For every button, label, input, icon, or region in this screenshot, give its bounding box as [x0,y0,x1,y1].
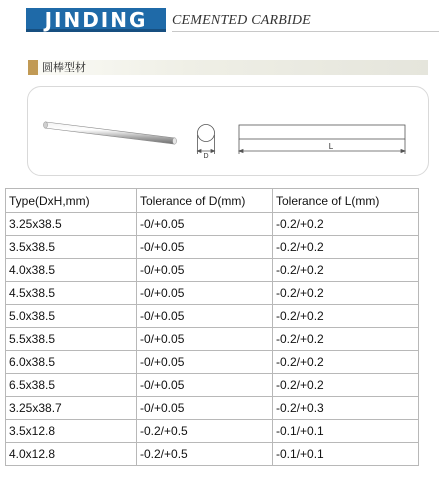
brand-subtitle: CEMENTED CARBIDE [172,13,311,28]
cell-tolerance-l: -0.1/+0.1 [273,443,419,466]
table-row [6,397,419,420]
cell-type: 4.5x38.5 [6,282,137,305]
side-view [239,125,405,154]
page-header [0,0,439,44]
table-row [6,351,419,374]
cell-tolerance-d: -0/+0.05 [137,305,273,328]
cell-type: 5.0x38.5 [6,305,137,328]
cell-tolerance-d: -0.2/+0.5 [137,420,273,443]
table-row [6,328,419,351]
cell-tolerance-d: -0/+0.05 [137,374,273,397]
table-row [6,420,419,443]
table-row [6,305,419,328]
cell-type: 4.0x38.5 [6,259,137,282]
section-header [28,60,428,75]
column-header-type: Type(DxH,mm) [6,189,137,213]
column-header-tolerance-d: Tolerance of D(mm) [137,189,273,213]
cell-tolerance-l: -0.2/+0.2 [273,305,419,328]
table-row [6,213,419,236]
table-row [6,236,419,259]
cell-tolerance-d: -0/+0.05 [137,236,273,259]
brand-logo: JINDING [26,8,166,32]
cell-type: 6.5x38.5 [6,374,137,397]
header-divider [172,31,439,32]
column-header-tolerance-l: Tolerance of L(mm) [273,189,419,213]
table-row [6,374,419,397]
cell-tolerance-d: -0/+0.05 [137,351,273,374]
tolerance-table [5,188,419,466]
cell-tolerance-l: -0.2/+0.3 [273,397,419,420]
rod-illustration [44,122,177,144]
cell-tolerance-d: -0/+0.05 [137,259,273,282]
cell-type: 3.5x12.8 [6,420,137,443]
product-diagram [27,86,429,176]
table-row [6,282,419,305]
cell-tolerance-l: -0.1/+0.1 [273,420,419,443]
cell-tolerance-d: -0/+0.05 [137,328,273,351]
cell-tolerance-l: -0.2/+0.2 [273,236,419,259]
table-row [6,259,419,282]
cell-tolerance-d: -0/+0.05 [137,213,273,236]
cell-tolerance-l: -0.2/+0.2 [273,213,419,236]
cell-type: 3.25x38.5 [6,213,137,236]
cell-tolerance-d: -0.2/+0.5 [137,443,273,466]
cell-type: 3.25x38.7 [6,397,137,420]
length-label: L [328,142,334,151]
rod-drawing [28,87,428,175]
cell-tolerance-l: -0.2/+0.2 [273,259,419,282]
cell-type: 6.0x38.5 [6,351,137,374]
section-title: 圆棒型材 [42,61,86,74]
cell-tolerance-d: -0/+0.05 [137,282,273,305]
cell-tolerance-l: -0.2/+0.2 [273,374,419,397]
cell-tolerance-d: -0/+0.05 [137,397,273,420]
cell-type: 5.5x38.5 [6,328,137,351]
cross-section-view [198,125,215,155]
cell-type: 4.0x12.8 [6,443,137,466]
cell-tolerance-l: -0.2/+0.2 [273,351,419,374]
cell-tolerance-l: -0.2/+0.2 [273,328,419,351]
cell-type: 3.5x38.5 [6,236,137,259]
cell-tolerance-l: -0.2/+0.2 [273,282,419,305]
diameter-label: D [203,153,209,160]
section-marker [28,60,38,75]
table-row [6,443,419,466]
table-header-row [6,189,419,213]
